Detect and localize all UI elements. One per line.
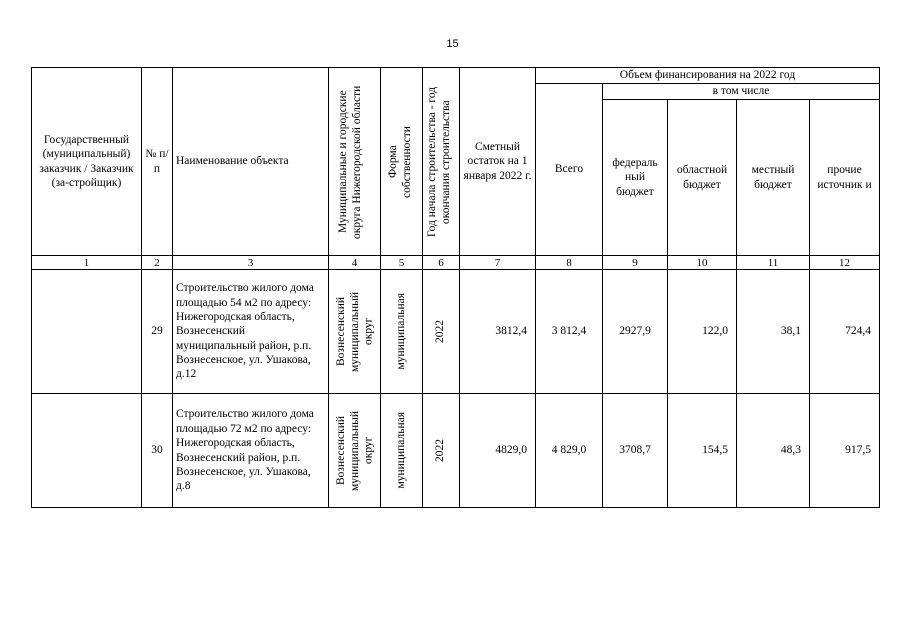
col-number: 2 [142,256,173,270]
header-customer: Государственный (муниципальный) заказчик / Заказчик (за-стройщик) [32,68,142,256]
col-number: 11 [737,256,810,270]
cell-years-text: 2022 [434,439,447,462]
header-including: в том числе [603,84,880,100]
cell-ownership-text: муниципальная [394,293,407,370]
page-number: 15 [446,38,459,50]
cell-num: 29 [142,270,173,394]
header-regional: областной бюджет [668,100,737,256]
cell-other: 724,4 [810,270,880,394]
header-ownership-text: Форма собственности [386,125,413,198]
cell-years [423,394,460,508]
cell-federal: 3708,7 [603,394,668,508]
cell-balance: 3812,4 [460,270,536,394]
table-row [32,394,880,508]
cell-total: 3 812,4 [536,270,603,394]
header-balance: Сметный остаток на 1 января 2022 г. [460,68,536,256]
header-other: прочие источник и [810,100,880,256]
cell-customer [32,270,142,394]
cell-object-name: Строительство жилого дома площадью 72 м2 по адресу: Нижегородская область, Вознесенский район, р.п. Вознесенское, ул. Ушакова, д.8 [173,394,329,508]
header-years [423,68,460,256]
cell-object-name: Строительство жилого дома площадью 54 м2 по адресу: Нижегородская область, Вознесенский муниципальный район, р.п. Вознесенское, ул. Ушакова, д.12 [173,270,329,394]
financing-table [31,67,880,508]
table-row [32,270,880,394]
cell-ownership-text: муниципальная [394,412,407,489]
cell-local: 48,3 [737,394,810,508]
cell-ownership [381,394,423,508]
header-federal: федераль ный бюджет [603,100,668,256]
header-local: местный бюджет [737,100,810,256]
col-number: 5 [381,256,423,270]
cell-district-text: Вознесенский муниципальный округ [334,291,375,372]
cell-total: 4 829,0 [536,394,603,508]
col-number: 1 [32,256,142,270]
header-num: № п/п [142,68,173,256]
header-years-text: Год начала строительства - год окончания строительства [426,86,452,237]
header-district-text: Муниципальные и городские округа Нижегородской области [336,84,363,239]
header-object-name: Наименование объекта [173,68,329,256]
col-number: 3 [173,256,329,270]
cell-balance: 4829,0 [460,394,536,508]
col-number: 4 [329,256,381,270]
cell-years [423,270,460,394]
header-total: Всего [536,84,603,256]
cell-district [329,270,381,394]
cell-ownership [381,270,423,394]
cell-other: 917,5 [810,394,880,508]
cell-regional: 154,5 [668,394,737,508]
cell-federal: 2927,9 [603,270,668,394]
header-funding-group: Объем финансирования на 2022 год [536,68,880,84]
col-number: 7 [460,256,536,270]
cell-regional: 122,0 [668,270,737,394]
cell-district-text: Вознесенский муниципальный округ [334,410,375,491]
cell-local: 38,1 [737,270,810,394]
cell-customer [32,394,142,508]
cell-district [329,394,381,508]
col-number: 10 [668,256,737,270]
col-number: 9 [603,256,668,270]
header-district [329,68,381,256]
cell-num: 30 [142,394,173,508]
col-number: 6 [423,256,460,270]
col-number: 12 [810,256,880,270]
header-ownership [381,68,423,256]
col-number: 8 [536,256,603,270]
cell-years-text: 2022 [434,320,447,343]
